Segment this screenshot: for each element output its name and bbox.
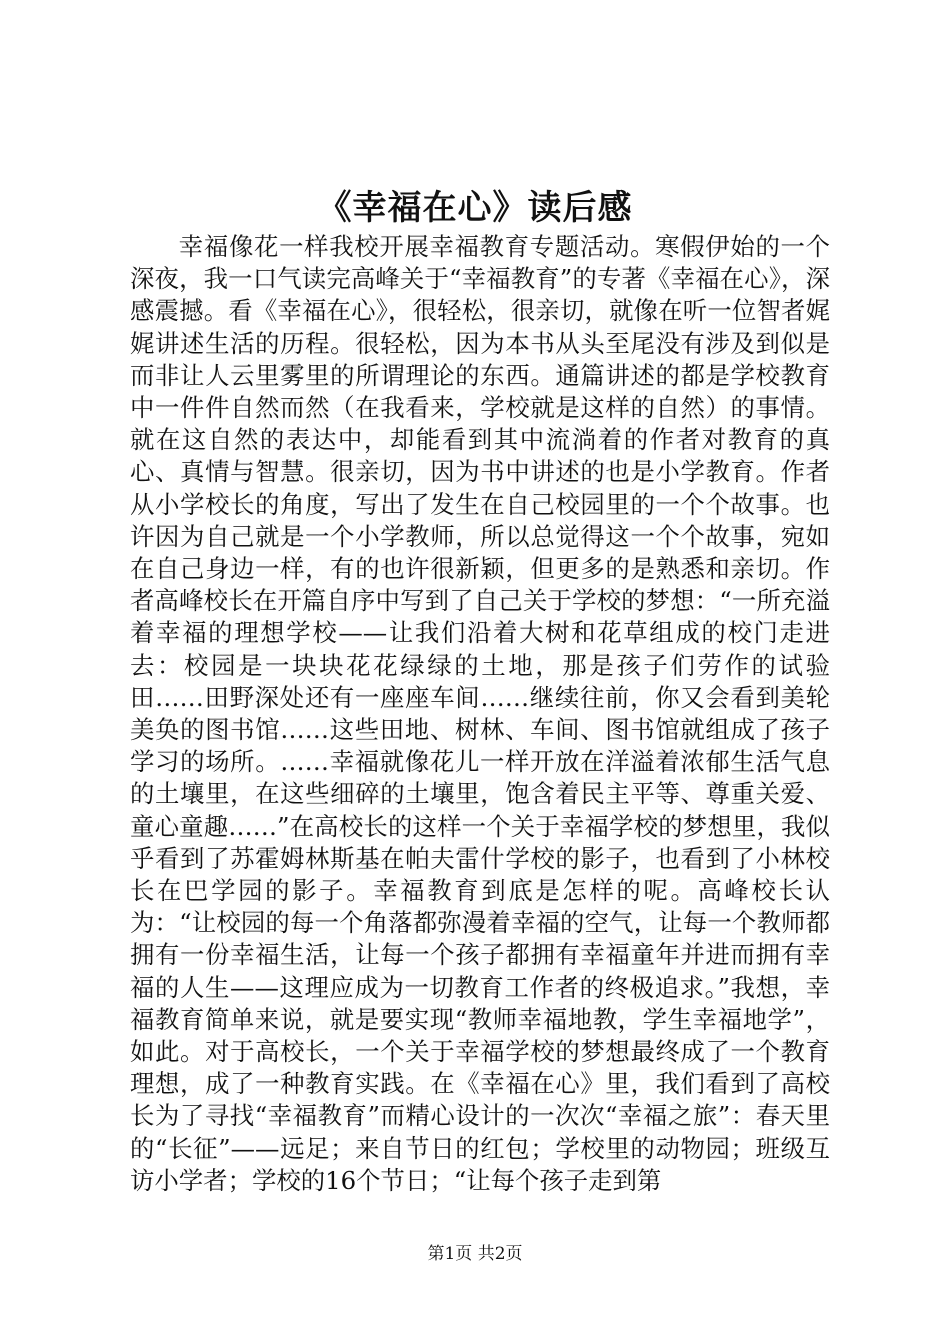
page-total: 共2页 — [477, 1244, 523, 1264]
page-number: 第1页 — [427, 1244, 473, 1264]
page-footer — [0, 1242, 950, 1266]
document-title: 《幸福在心》读后感 — [317, 188, 633, 228]
body-paragraph: 幸福像花一样我校开展幸福教育专题活动。寒假伊始的一个深夜，我一口气读完高峰关于“幸福教育”的专著《幸福在心》，深感震撼。看《幸福在心》，很轻松，很亲切，就像在听一位智者娓娓讲述生活的历程。很轻松，因为本书从头至尾没有涉及到似是而非让人云里雾里的所谓理论的东西。通篇讲述的都是学校教育中一件件自然而然（在我看来，学校就是这样的自然）的事情。就在这自然的表达中，却能看到其中流淌着的作者对教育的真心、真情与智慧。很亲切，因为书中讲述的也是小学教育。作者从小学校长的角度，写出了发生在自己校园里的一个个故事。也许因为自己就是一个小学教师，所以总觉得这一个个故事，宛如在自己身边一样，有的也许很新颖，但更多的是熟悉和亲切。作者高峰校长在开篇自序中写到了自己关于学校的梦想：“一所充溢着幸福的理想学校——让我们沿着大树和花草组成的校门走进去：校园是一块块花花绿绿的土地，那是孩子们劳作的试验田……田野深处还有一座座车间……继续往前，你又会看到美轮美奂的图书馆……这些田地、树林、车间、图书馆就组成了孩子学习的场所。……幸福就像花儿一样开放在洋溢着浓郁生活气息的土壤里，在这些细碎的土壤里，饱含着民主平等、尊重关爱、童心童趣……”在高校长的这样一个关于幸福学校的梦想里，我似乎看到了苏霍姆林斯基在帕夫雷什学校的影子，也看到了小林校长在巴学园的影子。幸福教育到底是怎样的呢。高峰校长认为：“让校园的每一个角落都弥漫着幸福的空气，让每一个教师都拥有一份幸福生活，让每一个孩子都拥有幸福童年并进而拥有幸福的人生——这理应成为一切教育工作者的终极追求。”我想，幸福教育简单来说，就是要实现“教师幸福地教，学生幸福地学”，如此。对于高校长，一个关于幸福学校的梦想最终成了一个教育理想，成了一种教育实践。在《幸福在心》里，我们看到了高校长为了寻找“幸福教育”而精心设计的一次次“幸福之旅”：春天里的“长征”——远足；来自节日的红包；学校里的动物园；班级互访小学者；学校的16个节日；“让每个孩子走到第 — [130, 232, 830, 1195]
